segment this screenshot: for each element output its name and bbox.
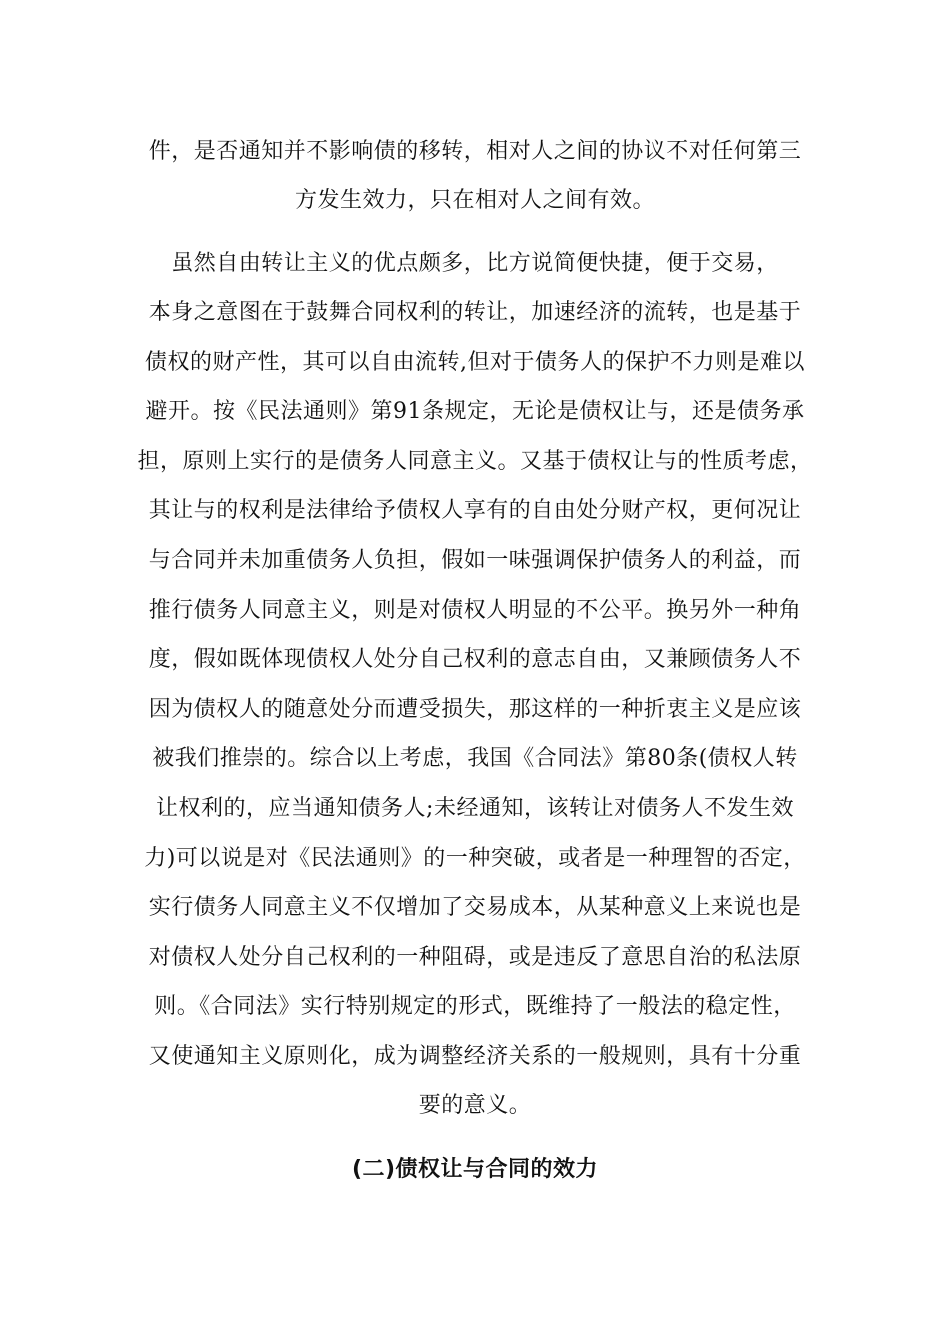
paragraph-line: 对债权人处分自己权利的一种阻碍，或是违反了意思自治的私法原 <box>148 945 802 970</box>
paragraph-line: 债权的财产性，其可以自由流转,但对于债务人的保护不力则是难以 <box>145 350 805 375</box>
paragraph-line: 担，原则上实行的是债务人同意主义。又基于债权让与的性质考虑， <box>137 449 813 474</box>
paragraph-line: 则。《合同法》实行特别规定的形式，既维持了一般法的稳定性， <box>154 994 796 1019</box>
paragraph-line: 件，是否通知并不影响债的移转，相对人之间的协议不对任何第三 <box>148 139 802 164</box>
paragraph-line: 度，假如既体现债权人处分自己权利的意志自由，又兼顾债务人不 <box>148 647 802 672</box>
paragraph-line: 要的意义。 <box>418 1093 532 1118</box>
paragraph-line: 本身之意图在于鼓舞合同权利的转让，加速经济的流转，也是基于 <box>148 300 802 325</box>
paragraph-line: 其让与的权利是法律给予债权人享有的自由处分财产权，更何况让 <box>148 498 802 523</box>
paragraph-line: 实行债务人同意主义不仅增加了交易成本，从某种意义上来说也是 <box>148 895 802 920</box>
paragraph-line: 被我们推崇的。综合以上考虑，我国《合同法》第80条(债权人转 <box>152 746 798 771</box>
paragraph-line: 又使通知主义原则化，成为调整经济关系的一般规则，具有十分重 <box>148 1044 802 1069</box>
paragraph-line: 避开。按《民法通则》第91条规定，无论是债权让与，还是债务承 <box>145 399 805 424</box>
section-heading: (二)债权让与合同的效力 <box>351 1157 599 1182</box>
paragraph-line: 与合同并未加重债务人负担，假如一味强调保护债务人的利益，而 <box>148 548 802 573</box>
paragraph-line: 虽然自由转让主义的优点颇多，比方说简便快捷，便于交易， <box>171 251 779 276</box>
paragraph-line: 因为债权人的随意处分而遭受损失，那这样的一种折衷主义是应该 <box>148 697 802 722</box>
paragraph-line: 推行债务人同意主义，则是对债权人明显的不公平。换另外一种角 <box>148 598 802 623</box>
paragraph-line: 力)可以说是对《民法通则》的一种突破，或者是一种理智的否定， <box>144 846 806 871</box>
paragraph-line: 方发生效力，只在相对人之间有效。 <box>294 188 655 213</box>
paragraph-line: 让权利的，应当通知债务人;未经通知，该转让对债务人不发生效 <box>156 796 794 821</box>
